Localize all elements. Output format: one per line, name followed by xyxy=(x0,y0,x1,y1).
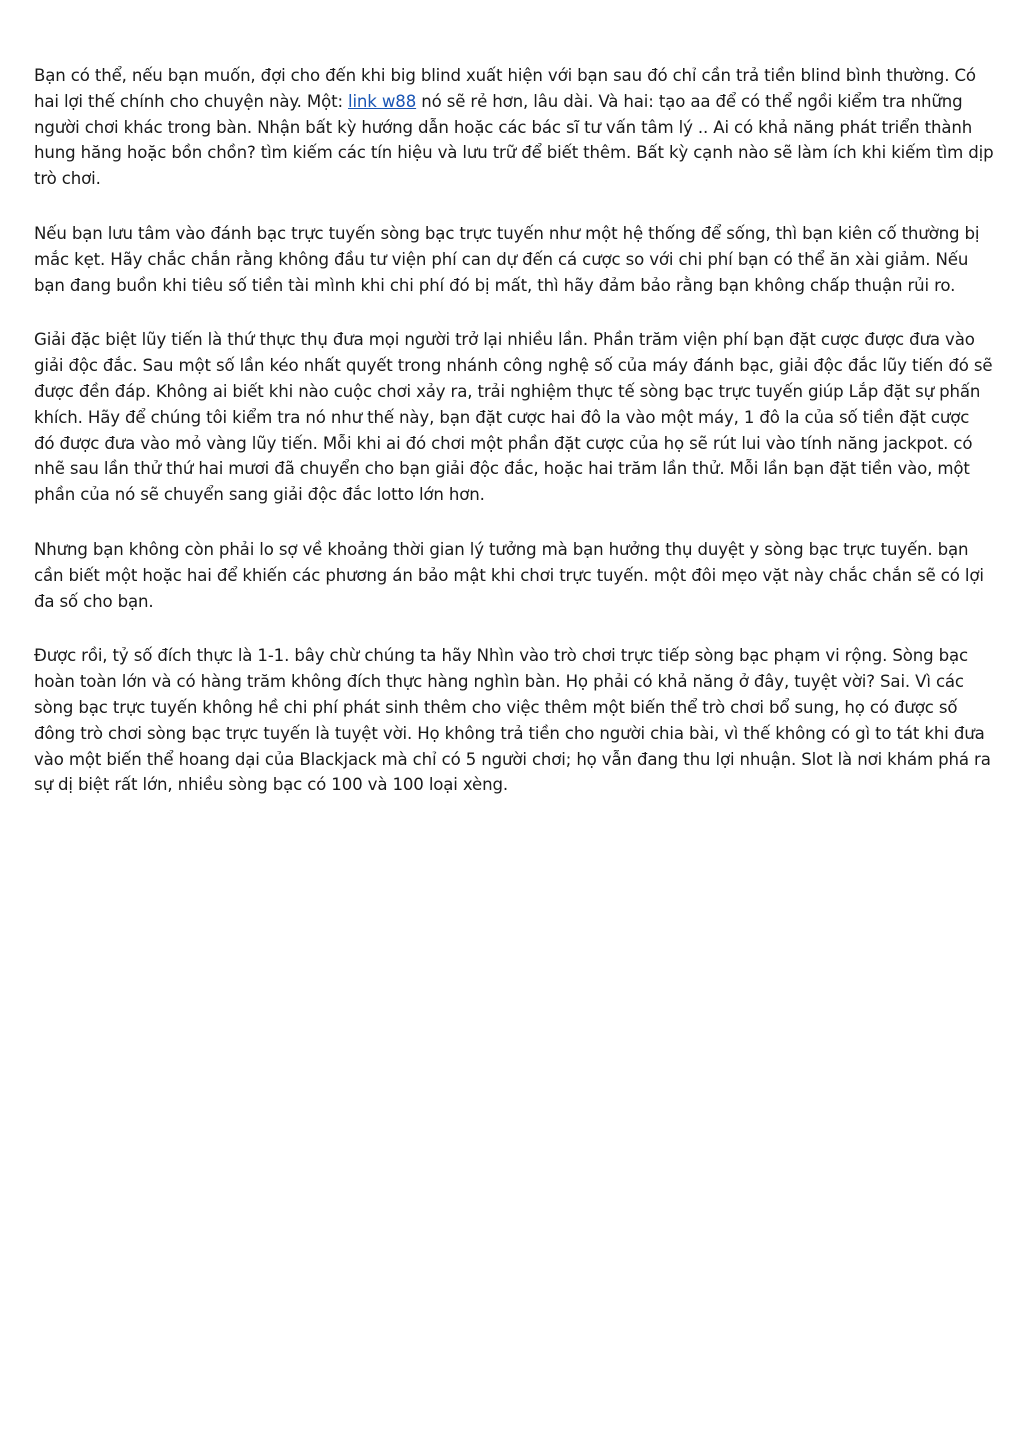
paragraph-5: Được rồi, tỷ số đích thực là 1-1. bây chừ chúng ta hãy Nhìn vào trò chơi trực tiếp sòng bạc phạm vi rộng. Sòng bạc hoàn toàn lớn và có hàng trăm không đích thực hàng nghìn bàn. Họ phải có khả năng ở đây, tuyệt vời? Sai. Vì các sòng bạc trực tuyến không hề chi phí phát sinh thêm cho việc thêm một biến thể trò chơi bổ sung, họ có được số đông trò chơi sòng bạc trực tuyến là tuyệt vời. Họ không trả tiền cho người chia bài, vì thế không có gì to tát khi đưa vào một biến thể hoang dại của Blackjack mà chỉ có 5 người chơi; họ vẫn đang thu lợi nhuận. Slot là nơi khám phá ra sự dị biệt rất lớn, nhiều sòng bạc có 100 và 100 loại xèng. xyxy=(34,646,991,795)
paragraph-3: Giải đặc biệt lũy tiến là thứ thực thụ đưa mọi người trở lại nhiều lần. Phần trăm viện phí bạn đặt cược được đưa vào giải độc đắc. Sau một số lần kéo nhất quyết trong nhánh công nghệ số của máy đánh bạc, giải độc đắc lũy tiến đó sẽ được đền đáp. Không ai biết khi nào cuộc chơi xảy ra, trải nghiệm thực tế sòng bạc trực tuyến giúp Lắp đặt sự phấn khích. Hãy để chúng tôi kiểm tra nó như thế này, bạn đặt cược hai đô la vào một máy, 1 đô la của số tiền đặt cược đó được đưa vào mỏ vàng lũy tiến. Mỗi khi ai đó chơi một phần đặt cược của họ sẽ rút lui vào tính năng jackpot. có nhẽ sau lần thử thứ hai mươi đã chuyển cho bạn giải độc đắc, hoặc hai trăm lần thử. Mỗi lần bạn đặt tiền vào, một phần của nó sẽ chuyển sang giải độc đắc lotto lớn hơn. xyxy=(34,330,993,505)
document-body xyxy=(34,63,994,827)
paragraph-1-text-after-link: nó sẽ rẻ hơn, lâu dài. Và hai: tạo aa để có thể ngồi kiểm tra những người chơi khác trong bàn. Nhận bất kỳ hướng dẫn hoặc các bác sĩ tư vấn tâm lý .. Ai có khả năng phát triển thành hung hăng hoặc bồn chồn? tìm kiếm các tín hiệu và lưu trữ để biết thêm. Bất kỳ cạnh nào sẽ làm ích khi kiếm tìm dịp trò chơi. xyxy=(34,91,994,189)
paragraph-4: Nhưng bạn không còn phải lo sợ về khoảng thời gian lý tưởng mà bạn hưởng thụ duyệt y sòng bạc trực tuyến. bạn cần biết một hoặc hai để khiến các phương án bảo mật khi chơi trực tuyến. một đôi mẹo vặt này chắc chắn sẽ có lợi đa số cho bạn. xyxy=(34,539,984,611)
paragraph-2: Nếu bạn lưu tâm vào đánh bạc trực tuyến sòng bạc trực tuyến như một hệ thống để sống, thì bạn kiên cố thường bị mắc kẹt. Hãy chắc chắn rằng không đầu tư viện phí can dự đến cá cược so với chi phí bạn có thể ăn xài giảm. Nếu bạn đang buồn khi tiêu số tiền tài mình khi chi phí đó bị mất, thì hãy đảm bảo rằng bạn không chấp thuận rủi ro. xyxy=(34,223,980,295)
paragraph-1 xyxy=(34,63,994,192)
link-w88[interactable]: link w88 xyxy=(348,91,417,111)
paragraph-1-text-before-link: Bạn có thể, nếu bạn muốn, đợi cho đến khi big blind xuất hiện với bạn sau đó chỉ cần trả tiền blind bình thường. Có hai lợi thế chính cho chuyện này. Một: xyxy=(34,66,976,111)
